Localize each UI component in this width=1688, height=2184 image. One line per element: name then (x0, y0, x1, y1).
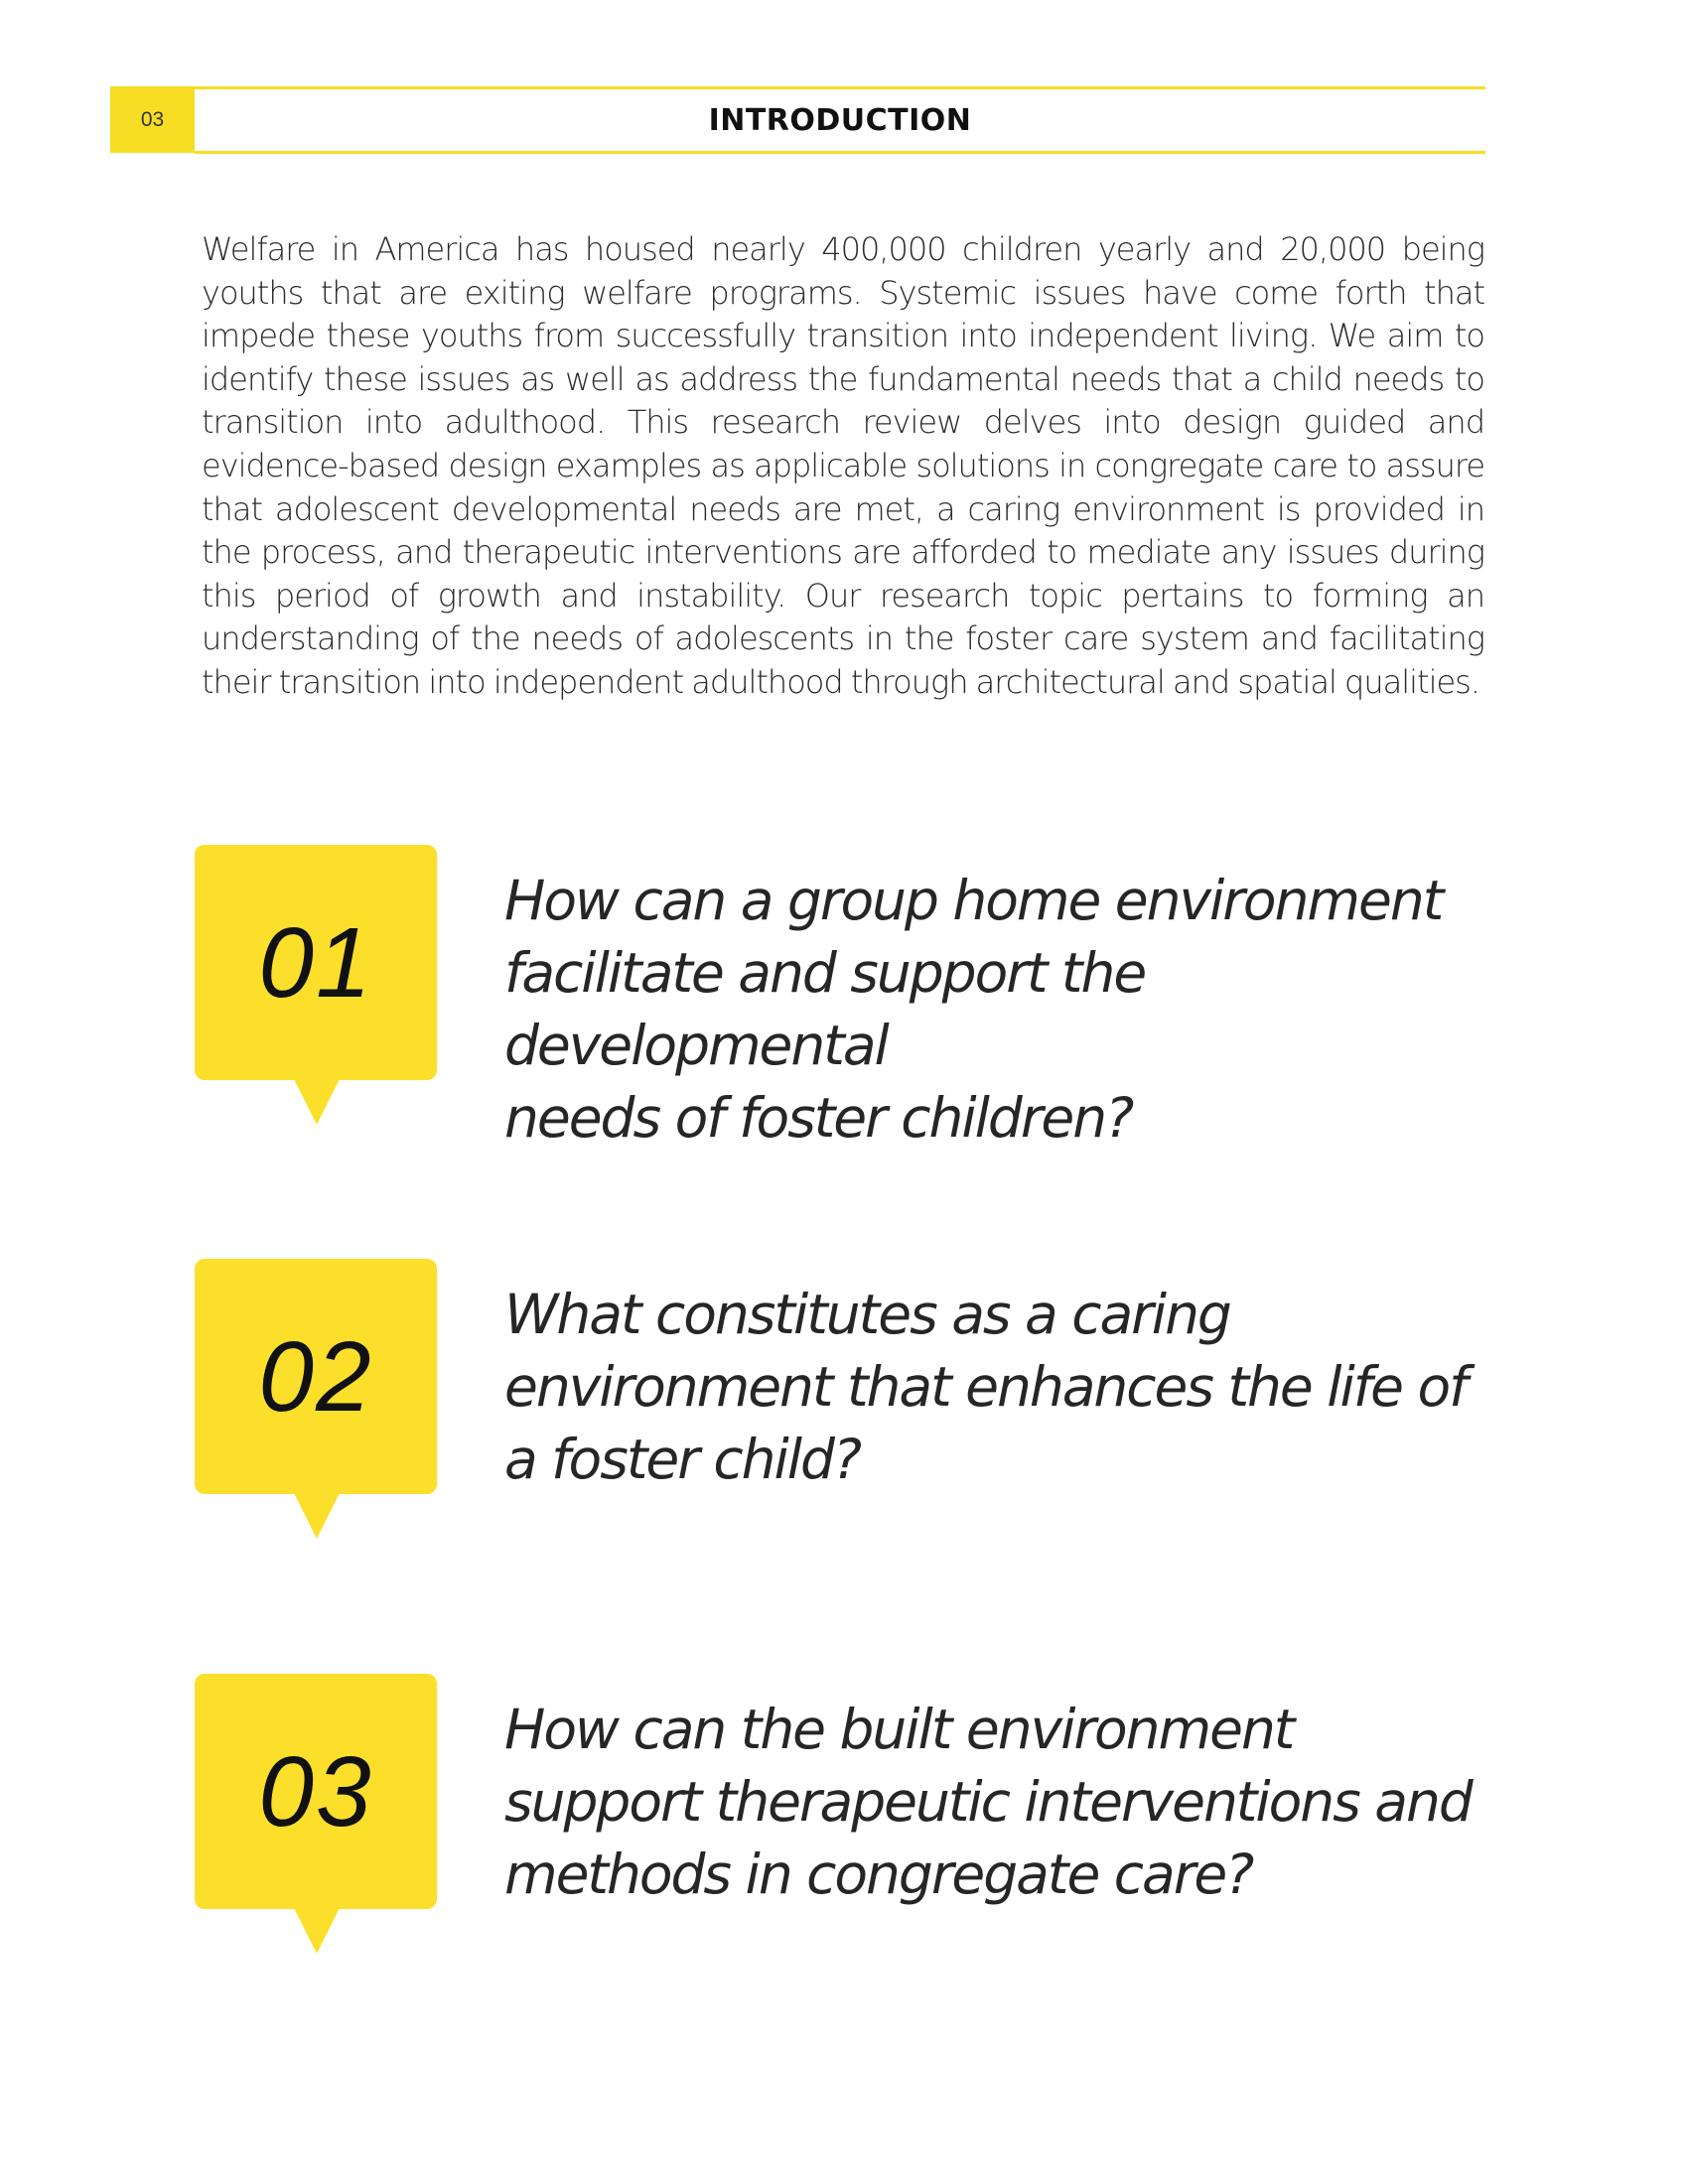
speech-bubble-2 (195, 1259, 437, 1494)
page-number: 03 (140, 107, 165, 131)
question-2-line-1: What constitutes as a caring (504, 1283, 1230, 1346)
speech-bubble-1 (195, 845, 437, 1080)
page-title (195, 89, 1485, 151)
question-3-line-3: methods in congregate care? (504, 1843, 1253, 1906)
question-2-line-2: environment that enhances the life of (504, 1355, 1467, 1419)
speech-bubble-tail-2 (294, 1493, 340, 1539)
page-title-text: INTRODUCTION (708, 102, 972, 138)
intro-paragraph: Welfare in America has housed nearly 400,000 children yearly and 20,000 being youths that are exiting welfare programs. Systemic issues have come forth that impede these youths from successfully transition into independent living. We aim to identify these issues as well as address the fundamental needs that a child needs to transition into adulthood. This research review delves into design guided and evidence-based design examples as applicable solutions in congregate care to assure that adolescent developmental needs are met, a caring environment is provided in the process, and therapeutic interventions are afforded to mediate any issues during this period of growth and instability. Our research topic pertains to forming an understanding of the needs of adolescents in the foster care system and facilitating their transition into independent adulthood through architectural and spatial qualities. (202, 230, 1484, 701)
page-number-badge (110, 86, 195, 153)
question-text-1 (504, 865, 1497, 1155)
question-1-line-3: needs of foster children? (504, 1086, 1133, 1150)
header-rule-bottom (195, 151, 1485, 154)
speech-bubble-tail-1 (294, 1079, 340, 1125)
question-number-1: 01 (258, 906, 373, 1019)
question-number-2: 02 (258, 1320, 373, 1433)
question-3-line-2: support therapeutic interventions and (504, 1770, 1472, 1834)
speech-bubble-tail-3 (294, 1908, 340, 1954)
question-1-line-1: How can a group home environment (504, 869, 1443, 932)
question-text-3 (504, 1694, 1497, 1911)
speech-bubble-3 (195, 1674, 437, 1909)
question-1-line-2: facilitate and support the developmental (504, 941, 1146, 1077)
question-number-3: 03 (258, 1735, 373, 1847)
question-2-line-3: a foster child? (504, 1428, 861, 1491)
question-3-line-1: How can the built environment (504, 1698, 1294, 1761)
question-text-2 (504, 1279, 1497, 1496)
